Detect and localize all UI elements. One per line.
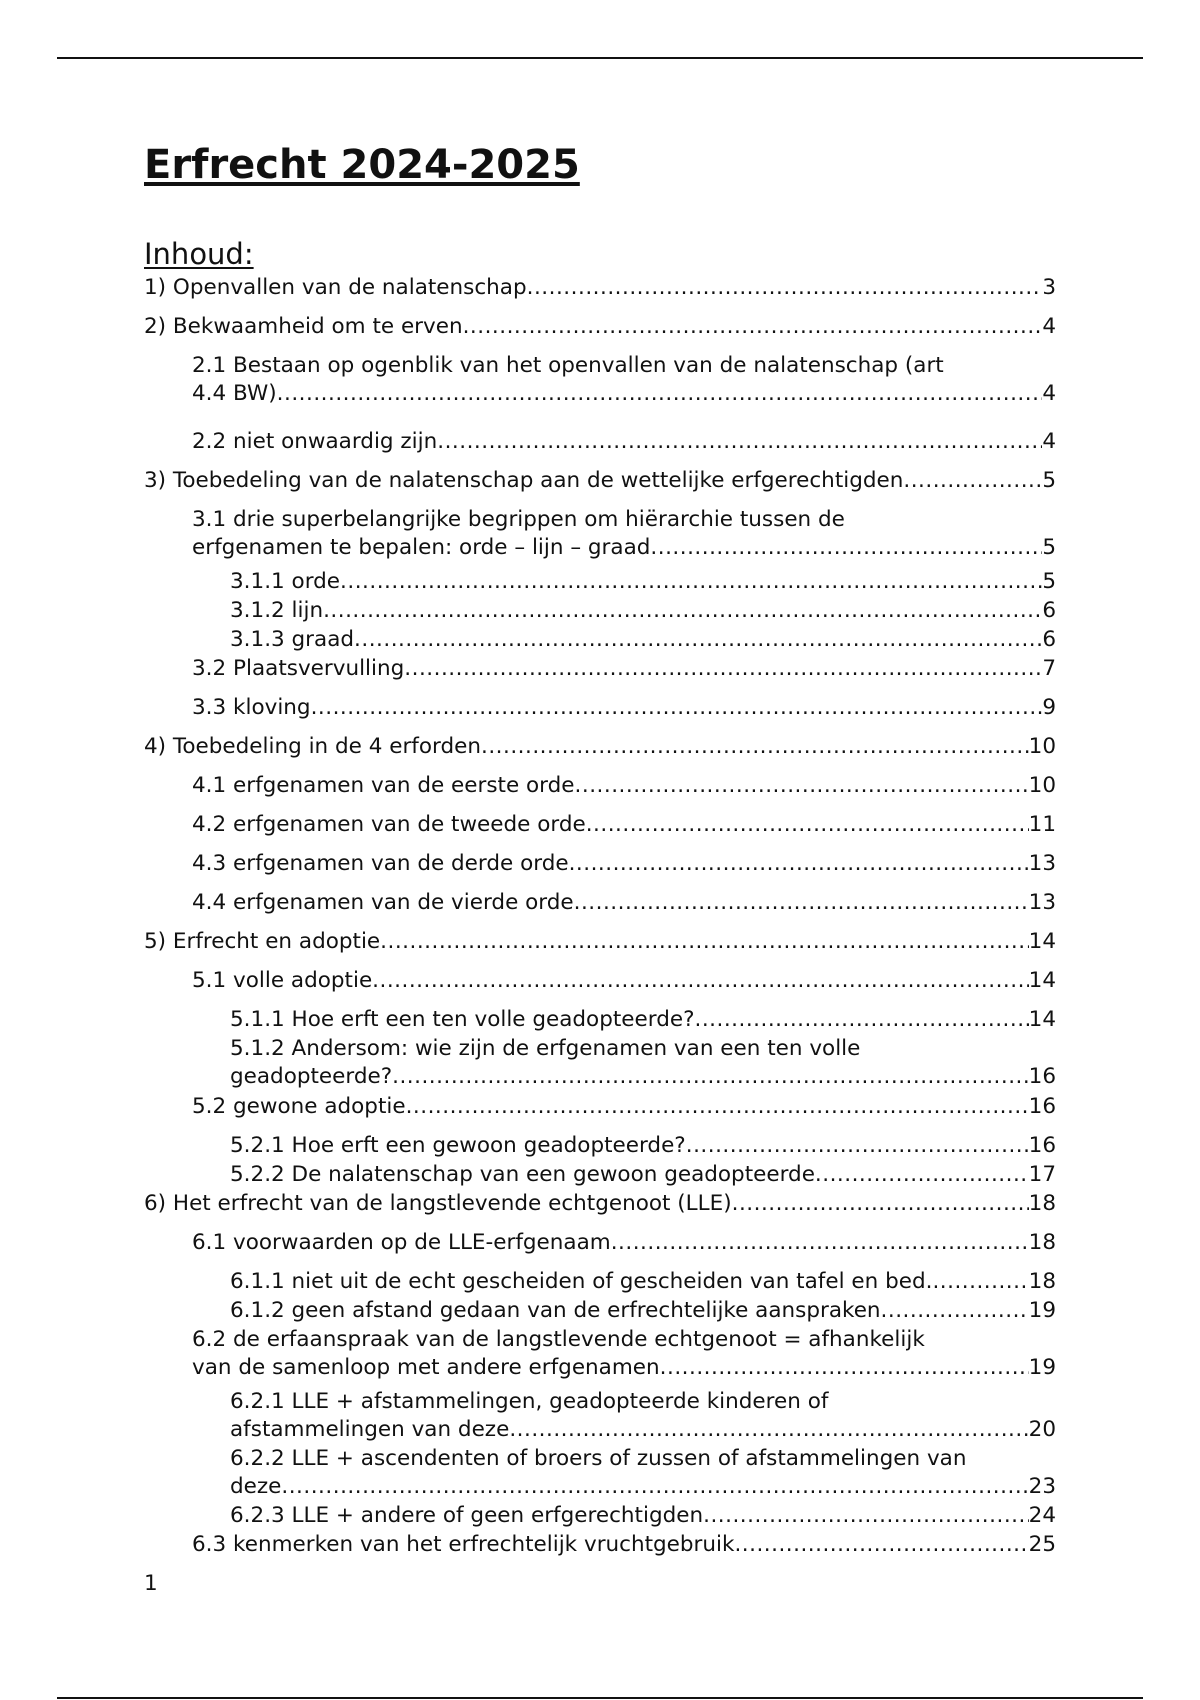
toc-entry-text: 4) Toebedeling in de 4 erforden [144,734,481,759]
toc-entry-line [230,1063,1056,1091]
toc-entry-text: 5.1.2 Andersom: wie zijn de erfgenamen van een ten volle [230,1036,861,1061]
toc-page-number: 13 [1028,851,1056,876]
toc-entry-text: 4.2 erfgenamen van de tweede orde [192,812,586,837]
toc-page-number: 20 [1028,1417,1056,1442]
toc-entry-line [230,1445,1056,1473]
toc-entry-line [144,928,1056,956]
toc-leader-dots [437,428,1042,456]
toc-entry[interactable] [230,1035,1056,1091]
toc-entry-line [192,380,1056,408]
toc-entry[interactable] [144,928,1056,956]
toc-leader-dots [695,1006,1029,1034]
toc-entry[interactable] [144,274,1056,302]
toc-page-number: 10 [1028,773,1056,798]
toc-entry-line [230,1388,1056,1416]
toc-page-number: 6 [1042,598,1056,623]
toc-entry-line [192,1229,1056,1257]
toc-leader-dots [281,1473,1028,1501]
toc-entry[interactable] [192,1326,1056,1382]
footer-rule [57,1697,1143,1699]
toc-page-number: 14 [1028,1007,1056,1032]
toc-leader-dots [650,534,1042,562]
toc-entry-line [230,1473,1056,1501]
toc-entry-text: afstammelingen van deze [230,1417,510,1442]
toc-leader-dots [404,655,1042,683]
toc-entry-text: 6.2.1 LLE + afstammelingen, geadopteerde kinderen of [230,1389,829,1414]
toc-entry[interactable] [192,1229,1056,1257]
toc-entry-line [192,694,1056,722]
toc-leader-dots [527,274,1043,302]
toc-entry[interactable] [192,694,1056,722]
toc-leader-dots [574,889,1029,917]
toc-leader-dots [660,1354,1029,1382]
toc-page-number: 18 [1028,1191,1056,1216]
toc-entry[interactable] [144,1190,1056,1218]
toc-entry-line [230,1006,1056,1034]
toc-entry-line [192,967,1056,995]
toc-page-number: 18 [1028,1230,1056,1255]
toc-leader-dots [509,1416,1028,1444]
toc-entry-text: 6.2 de erfaanspraak van de langstlevende echtgenoot = afhankelijk [192,1327,925,1352]
toc-page-number: 16 [1028,1064,1056,1089]
toc-entry-line [192,850,1056,878]
toc-entry-line [192,655,1056,683]
toc-page-number: 19 [1028,1355,1056,1380]
toc-entry-line [192,534,1056,562]
toc-entry-line [230,1161,1056,1189]
toc-page-number: 7 [1042,656,1056,681]
toc-leader-dots [463,313,1043,341]
toc-leader-dots [575,772,1029,800]
toc-page-number: 23 [1028,1474,1056,1499]
document-title: Erfrecht 2024-2025 [144,142,580,188]
toc-page-number: 5 [1042,569,1056,594]
toc-entry-text: 5.2.2 De nalatenschap van een gewoon geadopteerde [230,1162,815,1187]
toc-leader-dots [586,811,1029,839]
toc-leader-dots [372,967,1028,995]
toc-entry-line [144,274,1056,302]
toc-entry-text: 3.1 drie superbelangrijke begrippen om hiërarchie tussen de [192,507,845,532]
toc-entry[interactable] [192,889,1056,917]
toc-entry-line [144,1190,1056,1218]
toc-entry-text: 6.1 voorwaarden op de LLE-erfgenaam [192,1230,611,1255]
toc-page-number: 19 [1028,1298,1056,1323]
toc-entry[interactable] [192,967,1056,995]
toc-entry-text: 6) Het erfrecht van de langstlevende echtgenoot (LLE) [144,1191,732,1216]
toc-entry-text: 3.2 Plaatsvervulling [192,656,405,681]
toc-leader-dots [903,467,1042,495]
toc-leader-dots [354,626,1042,654]
toc-page-number: 5 [1042,468,1056,493]
toc-entry-text: 6.1.1 niet uit de echt gescheiden of gescheiden van tafel en bed. [230,1269,933,1294]
toc-leader-dots [732,1190,1029,1218]
toc-entry[interactable] [192,1531,1056,1559]
toc-entry-line [230,1268,1056,1296]
toc-entry-text: 1) Openvallen van de nalatenschap [144,275,527,300]
toc-entry-line [230,1416,1056,1444]
toc-leader-dots [734,1531,1028,1559]
toc-entry-line [192,1326,1056,1354]
toc-leader-dots [277,380,1043,408]
toc-leader-dots [703,1502,1029,1530]
toc-entry-line [144,733,1056,761]
toc-entry[interactable] [230,1132,1056,1160]
toc-entry[interactable] [230,1502,1056,1530]
toc-page-number: 17 [1028,1162,1056,1187]
toc-entry-line [230,1297,1056,1325]
toc-entry-text: 4.4 BW) [192,381,277,406]
toc-page-number: 6 [1042,627,1056,652]
toc-entry-text: 4.3 erfgenamen van de derde orde [192,851,569,876]
toc-entry-text: 3.1.3 graad [230,627,355,652]
toc-entry[interactable] [192,506,1056,562]
toc-leader-dots [481,733,1029,761]
toc-leader-dots [611,1229,1029,1257]
toc-entry-text: 2.2 niet onwaardig zijn [192,429,438,454]
toc-entry-text: 4.1 erfgenamen van de eerste orde [192,773,575,798]
toc-leader-dots [323,597,1042,625]
toc-entry-text: 5.2 gewone adoptie [192,1094,406,1119]
toc-entry-text: van de samenloop met andere erfgenamen [192,1355,660,1380]
toc-entry-line [144,313,1056,341]
toc-page-number: 13 [1028,890,1056,915]
toc-entry[interactable] [230,1161,1056,1189]
toc-entry-text: erfgenamen te bepalen: orde – lijn – graad [192,535,651,560]
toc-entry-text: 3.1.2 lijn [230,598,324,623]
toc-entry-text: 5.2.1 Hoe erft een gewoon geadopteerde? [230,1133,686,1158]
toc-page-number: 25 [1028,1532,1056,1557]
toc-leader-dots [340,568,1042,596]
toc-entry-line [230,626,1056,654]
toc-leader-dots [311,694,1043,722]
toc-page-number: 11 [1028,812,1056,837]
toc-entry[interactable] [192,1093,1056,1121]
toc-leader-dots [392,1063,1029,1091]
toc-entry-line [230,1132,1056,1160]
toc-entry[interactable] [192,352,1056,408]
toc-page-number: 5 [1042,535,1056,560]
toc-page-number: 9 [1042,695,1056,720]
toc-page-number: 14 [1028,968,1056,993]
toc-entry[interactable] [192,811,1056,839]
toc-entry-line [192,428,1056,456]
toc-page-number: 4 [1042,314,1056,339]
toc-entry-line [192,1093,1056,1121]
toc-entry-text: 6.1.2 geen afstand gedaan van de erfrechtelijke aanspraken [230,1298,881,1323]
toc-heading: Inhoud: [144,237,254,271]
toc-page-number: 18 [1028,1269,1056,1294]
toc-entry[interactable] [230,1297,1056,1325]
toc-entry-text: geadopteerde? [230,1064,393,1089]
toc-page-number: 4 [1042,429,1056,454]
toc-entry[interactable] [144,733,1056,761]
toc-page-number: 14 [1028,929,1056,954]
toc-entry-text: 3.3 kloving [192,695,311,720]
toc-entry-line [192,772,1056,800]
toc-page-number: 3 [1042,275,1056,300]
toc-entry[interactable] [230,626,1056,654]
toc-entry-line [144,467,1056,495]
toc-entry[interactable] [230,568,1056,596]
toc-page-number: 16 [1028,1133,1056,1158]
toc-entry-line [230,1035,1056,1063]
toc-entry-text: deze [230,1474,282,1499]
toc-entry[interactable] [230,597,1056,625]
toc-leader-dots [932,1268,1028,1296]
toc-entry-text: 3) Toebedeling van de nalatenschap aan de wettelijke erfgerechtigden [144,468,904,493]
toc-entry-line [192,889,1056,917]
toc-entry-text: 5.1.1 Hoe erft een ten volle geadopteerde? [230,1007,695,1032]
toc-entry-line [192,1531,1056,1559]
toc-entry-text: 6.2.3 LLE + andere of geen erfgerechtigden [230,1503,704,1528]
toc-entry-text: 6.2.2 LLE + ascendenten of broers of zussen of afstammelingen van [230,1446,967,1471]
toc-entry-line [192,506,1056,534]
toc-leader-dots [569,850,1029,878]
toc-entry-text: 5.1 volle adoptie [192,968,373,993]
toc-entry[interactable] [230,1388,1056,1444]
toc-entry-text: 5) Erfrecht en adoptie [144,929,381,954]
toc-entry[interactable] [230,1268,1056,1296]
toc-entry-line [192,811,1056,839]
toc-leader-dots [686,1132,1029,1160]
toc-entry[interactable] [192,655,1056,683]
toc-page-number: 4 [1042,381,1056,406]
toc-page-number: 10 [1028,734,1056,759]
toc-leader-dots [881,1297,1029,1325]
toc-entry-line [192,1354,1056,1382]
toc-entry-text: 6.3 kenmerken van het erfrechtelijk vruchtgebruik [192,1532,735,1557]
toc-entry[interactable] [144,313,1056,341]
toc-entry-text: 2) Bekwaamheid om te erven [144,314,463,339]
toc-entry-line [192,352,1056,380]
toc-leader-dots [380,928,1028,956]
toc-entry[interactable] [144,467,1056,495]
toc-entry-text: 4.4 erfgenamen van de vierde orde [192,890,574,915]
toc-entry-line [230,1502,1056,1530]
toc-entry-text: 3.1.1 orde [230,569,341,594]
toc-entry[interactable] [192,850,1056,878]
toc-page-number: 16 [1028,1094,1056,1119]
toc-entry-line [230,568,1056,596]
toc-page-number: 24 [1028,1503,1056,1528]
toc-entry[interactable] [230,1006,1056,1034]
toc-entry-text: 2.1 Bestaan op ogenblik van het openvallen van de nalatenschap (art [192,353,944,378]
toc-entry[interactable] [230,1445,1056,1501]
toc-leader-dots [406,1093,1029,1121]
page-number: 1 [144,1571,158,1596]
toc-leader-dots [815,1161,1029,1189]
toc-entry-line [230,597,1056,625]
header-rule [57,57,1143,59]
toc-entry[interactable] [192,428,1056,456]
toc-entry[interactable] [192,772,1056,800]
